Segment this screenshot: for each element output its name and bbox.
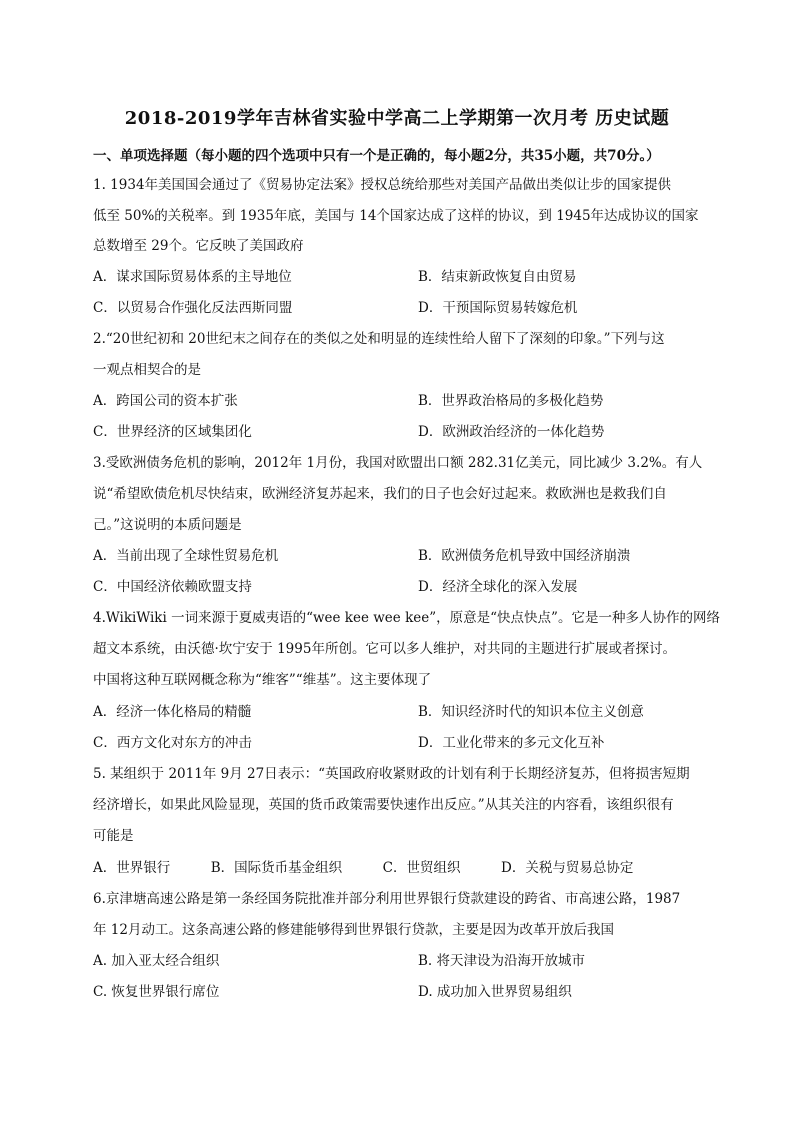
question-1-option-a: A．谋求国际贸易体系的主导地位 <box>93 269 292 285</box>
question-5-line-3: 可能是 <box>93 828 134 844</box>
question-3-line-1: 3.受欧洲债务危机的影响，2012年 1月份，我国对欧盟出口额 282.31亿美元，同比减少 3.2%。有人 <box>93 455 703 471</box>
question-1-line-3: 总数增至 29个。它反映了美国政府 <box>93 238 304 254</box>
question-2-option-a: A．跨国公司的资本扩张 <box>93 393 238 409</box>
question-5-line-1: 5. 某组织于 2011年 9月 27日表示：“英国政府收紧财政的计划有利于长期经济复苏，但将损害短期 <box>93 766 690 782</box>
exam-title: 2018-2019学年吉林省实验中学高二上学期第一次月考 历史试题 <box>124 108 670 129</box>
question-1-line-2: 低至 50%的关税率。到 1935年底，美国与 14个国家达成了这样的协议，到 1945年达成协议的国家 <box>93 208 699 224</box>
question-6-option-d: D. 成功加入世界贸易组织 <box>418 984 572 1000</box>
question-3-line-3: 己。”这说明的本质问题是 <box>93 517 242 533</box>
question-2-line-2: 一观点相契合的是 <box>93 362 201 378</box>
question-3-option-a: A．当前出现了全球性贸易危机 <box>93 548 279 564</box>
question-6-line-1: 6.京津塘高速公路是第一条经国务院批准并部分利用世界银行贷款建设的跨省、市高速公路，1987 <box>93 891 681 907</box>
question-2-line-1: 2.“20世纪初和 20世纪末之间存在的类似之处和明显的连续性给人留下了深刻的印象。”下列与这 <box>93 331 665 347</box>
question-6-option-a: A. 加入亚太经合组织 <box>93 953 220 969</box>
question-4-option-d: D．工业化带来的多元文化互补 <box>418 735 605 751</box>
question-3-option-b: B．欧洲债务危机导致中国经济崩溃 <box>418 548 631 564</box>
question-2-option-b: B．世界政治格局的多极化趋势 <box>418 393 604 409</box>
question-6-option-b: B. 将天津设为沿海开放城市 <box>418 953 586 969</box>
question-4-line-3: 中国将这种互联网概念称为“维客”“维基”。这主要体现了 <box>93 672 432 688</box>
question-5-options: A．世界银行 B．国际货币基金组织 C．世贸组织 D．关税与贸易总协定 <box>93 860 634 876</box>
question-4-option-b: B．知识经济时代的知识本位主义创意 <box>418 704 644 720</box>
question-6-option-c: C. 恢复世界银行席位 <box>93 984 220 1000</box>
question-1-option-c: C．以贸易合作强化反法西斯同盟 <box>93 300 293 316</box>
question-1-option-d: D．干预国际贸易转嫁危机 <box>418 300 578 316</box>
question-4-line-1: 4.WikiWiki 一词来源于夏威夷语的“wee kee wee kee”，原意是“快点快点”。它是一种多人协作的网络 <box>93 610 720 626</box>
question-4-option-a: A．经济一体化格局的精髓 <box>93 704 252 720</box>
question-3-line-2: 说“希望欧债危机尽快结束，欧洲经济复苏起来，我们的日子也会好过起来。救欧洲也是救我们自 <box>93 486 667 502</box>
question-2-option-c: C．世界经济的区域集团化 <box>93 424 252 440</box>
question-3-option-c: C．中国经济依赖欧盟支持 <box>93 579 252 595</box>
question-5-line-2: 经济增长，如果此风险显现，英国的货币政策需要快速作出反应。”从其关注的内容看，该组织很有 <box>93 797 674 813</box>
question-4-line-2: 超文本系统，由沃德·坎宁安于 1995年所创。它可以多人维护，对共同的主题进行扩展或者探讨。 <box>93 641 676 657</box>
question-3-option-d: D．经济全球化的深入发展 <box>418 579 578 595</box>
question-2-option-d: D．欧洲政治经济的一体化趋势 <box>418 424 605 440</box>
question-6-line-2: 年 12月动工。这条高速公路的修建能够得到世界银行贷款，主要是因为改革开放后我国 <box>93 922 614 938</box>
question-1-line-1: 1. 1934年美国国会通过了《贸易协定法案》授权总统给那些对美国产品做出类似让步的国家提供 <box>93 177 672 193</box>
question-1-option-b: B．结束新政恢复自由贸易 <box>418 269 577 285</box>
question-4-option-c: C．西方文化对东方的冲击 <box>93 735 252 751</box>
section-heading: 一、单项选择题（每小题的四个选项中只有一个是正确的，每小题2分，共35小题，共70分。） <box>93 148 660 164</box>
